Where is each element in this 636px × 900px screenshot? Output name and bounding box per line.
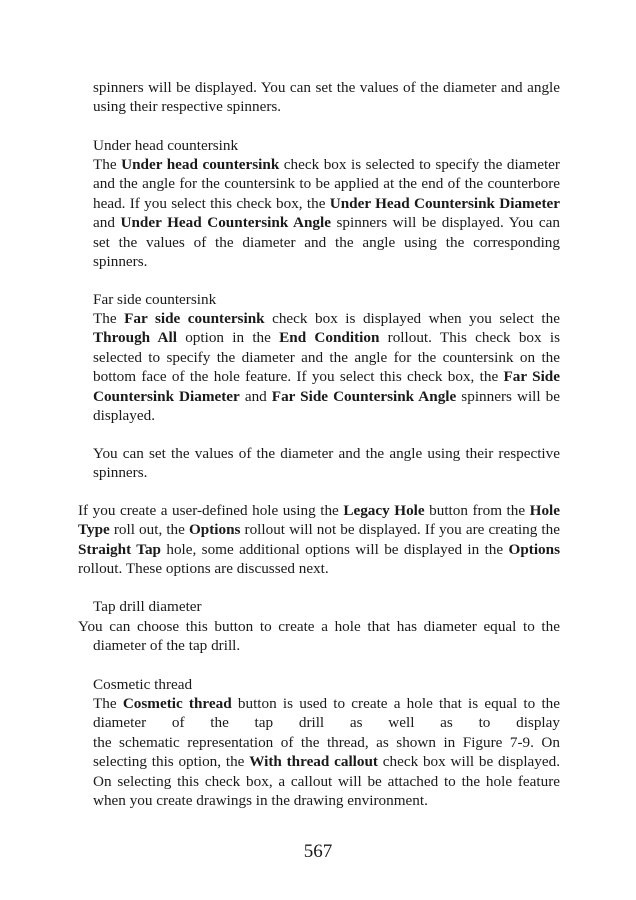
paragraph-spinners-intro: spinners will be displayed. You can set the values of the diameter and angle using their respective spinners. [93,79,560,116]
page-number: 567 [303,841,333,862]
paragraph-under-head-countersink: The Under head countersink check box is selected to specify the diameter and the angle for the countersink to be applied at the end of the counterbore head. If you select this check box, the Under Head Countersink Diameter and Under Head Countersink Angle spinners will be displayed. You can set the values of the diameter and the angle using the corresponding spinners. [93,156,560,271]
heading-tap-drill-diameter: Tap drill diameter [93,598,202,615]
paragraph-respective-spinners: You can set the values of the diameter and the angle using their respective spinners. [93,445,560,482]
heading-far-side-countersink: Far side countersink [93,291,217,308]
cosmetic-rest: the schematic representation of the thread, as shown in Figure 7-9. On selecting this option, the With thread callout check box will be displayed. On selecting this check box, a callout will be attached to the hole feature when you create drawings in the drawing environment. [93,733,561,810]
paragraph-legacy-hole: If you create a user-defined hole using the Legacy Hole button from the Hole Type roll out, the Options rollout will not be displayed. If you are creating the Straight Tap hole, some additional options will be displayed in the Options rollout. These options are discussed next. [78,502,561,578]
paragraph-far-side-countersink: The Far side countersink check box is displayed when you select the Through All option in the End Condition rollout. This check box is selected to specify the diameter and the angle for the countersink on the bottom face of the hole feature. If you select this check box, the Far Side Countersink Diameter and Far Side Countersink Angle spinners will be displayed. [93,310,560,425]
paragraph-cosmetic-thread [93,694,560,810]
cosmetic-line-2: diameter of the tap drill as well as to display [93,714,560,732]
heading-cosmetic-thread: Cosmetic thread [93,676,193,693]
heading-under-head-countersink: Under head countersink [93,137,239,154]
paragraph-tap-drill-diameter: You can choose this button to create a hole that has diameter equal to the diameter of the tap drill. [78,618,560,655]
cosmetic-line-1: The Cosmetic thread button is used to create a hole that is equal to the [93,695,560,712]
